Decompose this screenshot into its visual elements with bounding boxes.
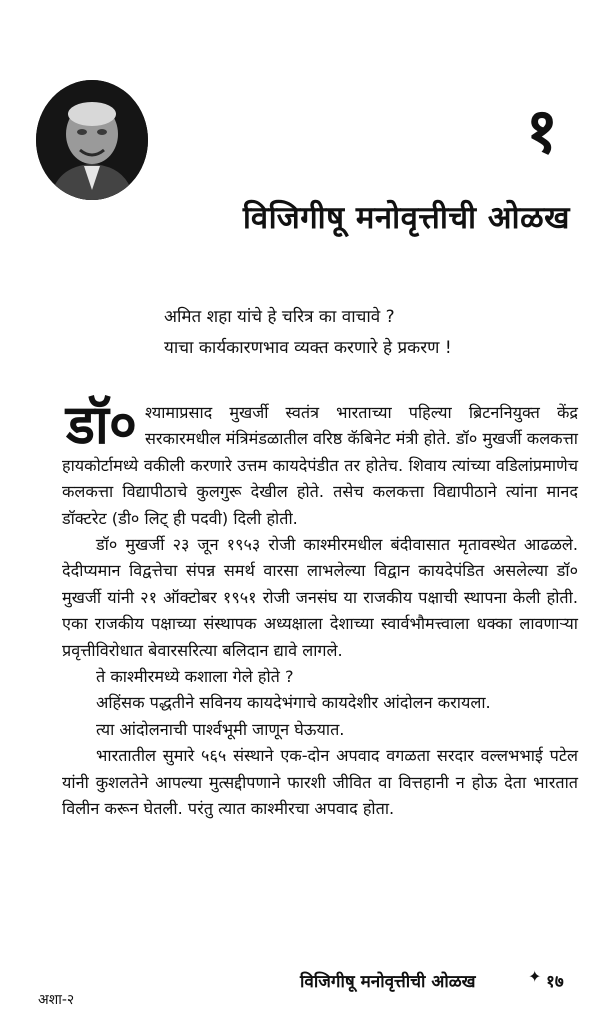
epigraph-line-1: अमित शहा यांचे हे चरित्र का वाचावे ? — [164, 307, 395, 327]
running-title: विजिगीषू मनोवृत्तीची ओळख — [300, 972, 476, 992]
ornament-icon: ✦ — [528, 967, 542, 986]
body-paragraph-2: डॉ० मुखर्जी २३ जून १९५३ रोजी काश्मीरमधील बंदीवासात मृतावस्थेत आढळले. देदीप्यमान विद्वत्तेचा संपन्न समर्थ वारसा लाभलेल्या विद्वान कायदेपंडित असलेल्या डॉ० मुखर्जी यांनी २१ ऑक्टोबर १९५१ रोजी जनसंघ या राजकीय पक्षाची स्थापना केली होती. एका राजकीय पक्षाच्या संस्थापक अध्यक्षाला देशाच्या स्वार्वभौमत्त्वाला धक्का लावणाऱ्या प्रवृत्तीविरोधात बेवारसरित्या बलिदान द्यावे लागले. — [62, 535, 578, 660]
body-paragraph-5: त्या आंदोलनाची पार्श्वभूमी जाणून घेऊयात. — [96, 719, 345, 739]
page-number: १७ — [546, 972, 564, 992]
body-paragraph-4: अहिंसक पद्धतीने सविनय कायदेभंगाचे कायदेशीर आंदोलन करायला. — [96, 693, 491, 713]
body-paragraph-1 — [62, 392, 578, 532]
chapter-body — [62, 392, 578, 823]
body-paragraph-3: ते काश्मीरमध्ये कशाला गेले होते ? — [96, 667, 294, 687]
chapter-number: १ — [525, 94, 558, 167]
chapter-title: विजिगीषू मनोवृत्तीची ओळख — [242, 200, 570, 236]
author-portrait — [36, 80, 148, 200]
body-paragraph-1-text: श्यामाप्रसाद मुखर्जी स्वतंत्र भारताच्या पहिल्या ब्रिटननियुक्त केंद्र सरकारमधील मंत्रिमंडळातील वरिष्ठ कॅबिनेट मंत्री होते. डॉ० मुखर्जी कलकत्ता हायकोर्टामध्ये वकीली करणारे उत्तम कायदेपंडीत तर होतेच. शिवाय त्यांच्या वडिलांप्रमाणेच कलकत्ता विद्यापीठाचे कुलगुरू देखील होते. तसेच कलकत्ता विद्यापीठाने त्यांना मानद डॉक्टरेट (डी० लिट् ही पदवी) दिली होती. — [62, 403, 578, 528]
epigraph-line-2: याचा कार्यकारणभाव व्यक्त करणारे हे प्रकरण ! — [164, 338, 452, 358]
body-paragraph-6: भारतातील सुमारे ५६५ संस्थाने एक-दोन अपवाद वगळता सरदार वल्लभभाई पटेल यांनी कुशलतेने आपल्या मुत्सद्दीपणाने फारशी जीवित वा वित्तहानी न होऊ देता भारतात विलीन करून घेतली. परंतु त्यात काश्मीरचा अपवाद होता. — [62, 746, 578, 819]
drop-cap: डॉ० — [66, 392, 137, 456]
chapter-epigraph — [164, 302, 564, 364]
signature-mark: अशा-२ — [38, 992, 75, 1008]
